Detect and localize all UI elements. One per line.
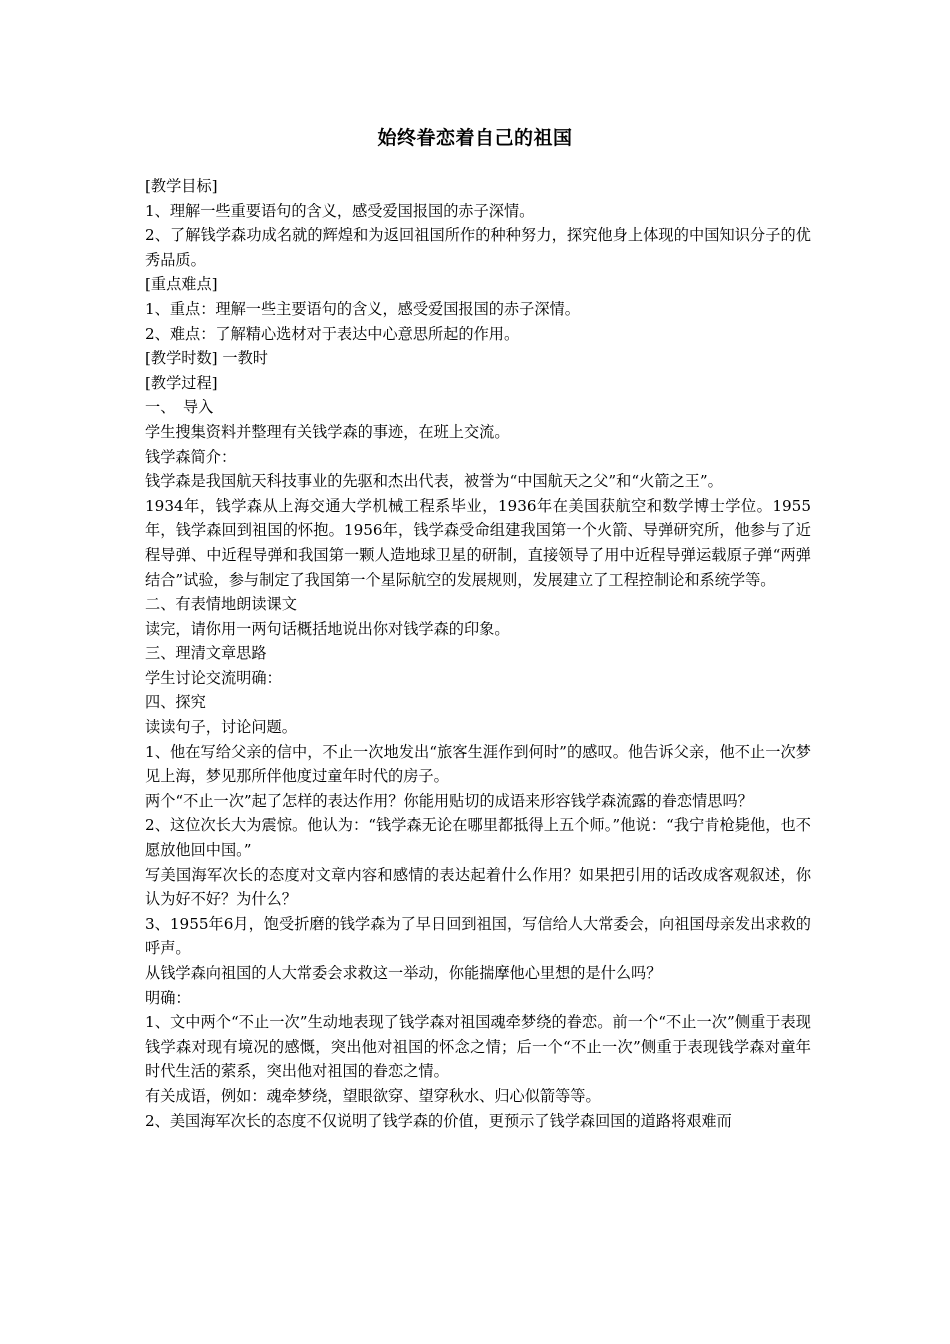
paragraph: 3、1955年6月，饱受折磨的钱学森为了早日回到祖国，写信给人大常委会，向祖国母亲发出求救的呼声。 [145, 914, 811, 958]
paragraph: 读完，请你用一两句话概括地说出你对钱学森的印象。 [145, 619, 510, 638]
paragraph: 有关成语，例如：魂牵梦绕，望眼欲穿、望穿秋水、归心似箭等等。 [145, 1086, 601, 1105]
paragraph: 两个“不止一次”起了怎样的表达作用？你能用贴切的成语来形容钱学森流露的眷恋情思吗？ [145, 791, 753, 810]
paragraph: 明确： [145, 988, 191, 1007]
step-heading-reading: 二、有表情地朗读课文 [145, 595, 297, 614]
paragraph: 学生讨论交流明确： [145, 668, 282, 687]
paragraph: 1934年，钱学森从上海交通大学机械工程系毕业，1936年在美国获航空和数学博士学位。1955年，钱学森回到祖国的怀抱。1956年，钱学森受命组建我国第一个火箭、导弹研究所，他参与了近程导弹、中近程导弹和我国第一颗人造地球卫星的研制，直接领导了用中近程导弹运载原子弹“两弹结合”试验，参与制定了我国第一个星际航空的发展规则，发展建立了工程控制论和系统学等。 [145, 496, 811, 589]
step-heading-exploration: 四、探究 [145, 693, 206, 712]
document-body [145, 174, 811, 1133]
paragraph: 学生搜集资料并整理有关钱学森的事迹，在班上交流。 [145, 422, 510, 441]
paragraph: 2、这位次长大为震惊。他认为：“钱学森无论在哪里都抵得上五个师。”他说：“我宁肯枪毙他，也不愿放他回中国。” [145, 816, 811, 860]
objective-item-2: 2、了解钱学森功成名就的辉煌和为返回祖国所作的种种努力，探究他身上体现的中国知识分子的优秀品质。 [145, 226, 811, 269]
step-heading-introduction: 一、 导入 [145, 398, 214, 417]
paragraph: 写美国海军次长的态度对文章内容和感情的表达起着什么作用？如果把引用的话改成客观叙述，你认为好不好？为什么？ [145, 865, 811, 909]
section-heading-key-points: [重点难点] [145, 275, 218, 294]
key-point-item-1: 1、重点：理解一些主要语句的含义，感受爱国报国的赤子深情。 [145, 299, 580, 318]
section-heading-class-hours: [教学时数] 一教时 [145, 349, 268, 368]
paragraph: 1、他在写给父亲的信中，不止一次地发出“旅客生涯作到何时”的感叹。他告诉父亲，他不止一次梦见上海，梦见那所伴他度过童年时代的房子。 [145, 742, 811, 786]
step-heading-structure: 三、理清文章思路 [145, 644, 267, 663]
section-heading-objectives: [教学目标] [145, 177, 218, 195]
paragraph: 钱学森简介： [145, 447, 237, 466]
document-title: 始终眷恋着自己的祖国 [377, 127, 573, 149]
paragraph: 从钱学森向祖国的人大常委会求救这一举动，你能揣摩他心里想的是什么吗？ [145, 964, 662, 982]
paragraph: 读读句子，讨论问题。 [145, 718, 297, 737]
key-point-item-2: 2、难点：了解精心选材对于表达中心意思所起的作用。 [145, 324, 520, 343]
paragraph: 钱学森是我国航天科技事业的先驱和杰出代表，被誉为“中国航天之父”和“火箭之王”。 [145, 472, 723, 491]
objective-item-1: 1、理解一些重要语句的含义，感受爱国报国的赤子深情。 [145, 201, 535, 220]
paragraph: 2、美国海军次长的态度不仅说明了钱学森的价值，更预示了钱学森回国的道路将艰难而 [145, 1111, 732, 1130]
section-heading-process: [教学过程] [145, 373, 218, 392]
paragraph: 1、文中两个“不止一次”生动地表现了钱学森对祖国魂牵梦绕的眷恋。前一个“不止一次”侧重于表现钱学森对现有境况的感慨，突出他对祖国的怀念之情；后一个“不止一次”侧重于表现钱学森对童年时代生活的萦系，突出他对祖国的眷恋之情。 [145, 1013, 811, 1081]
